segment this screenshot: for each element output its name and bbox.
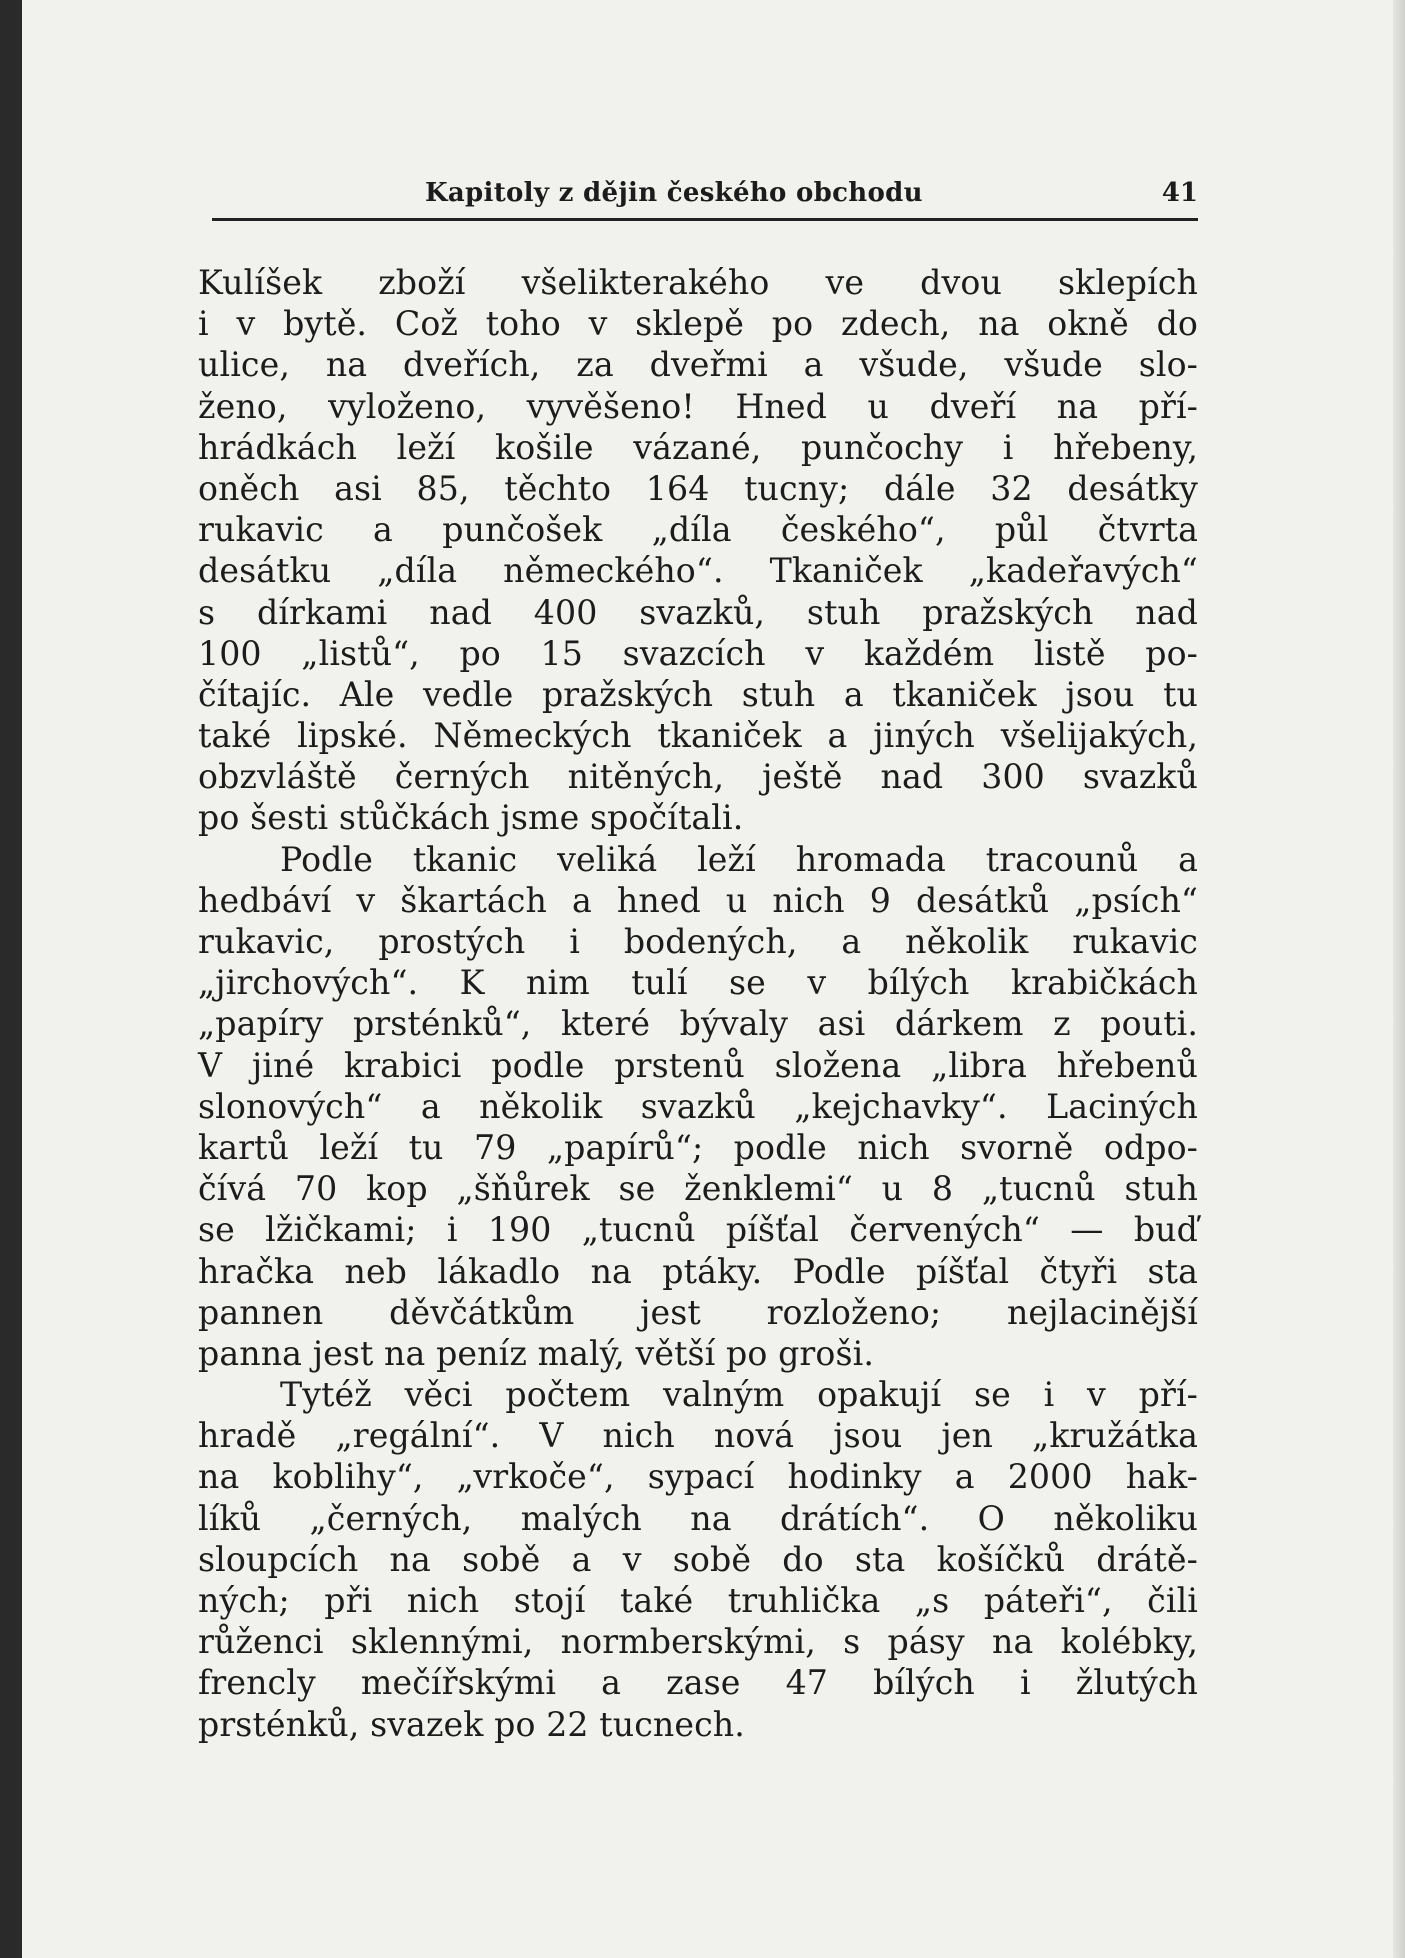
text-line: ulice, na dveřích, za dveřmi a všude, všude slo- bbox=[198, 345, 1198, 385]
text-line: panna jest na peníz malý, větší po groši. bbox=[198, 1333, 874, 1373]
running-header bbox=[212, 178, 1198, 218]
text-line: po šesti stůčkách jsme spočítali. bbox=[198, 798, 744, 838]
text-line: čítajíc. Ale vedle pražských stuh a tkaniček jsou tu bbox=[198, 674, 1198, 714]
body-text bbox=[198, 262, 1198, 1745]
paragraph bbox=[198, 839, 1198, 1374]
text-line: rukavic, prostých i bodených, a několik rukavic bbox=[198, 922, 1198, 961]
page-edge-right bbox=[1393, 0, 1405, 1958]
text-line: rukavic a punčošek „díla českého“, půl čtvrta bbox=[198, 510, 1198, 550]
text-line: desátku „díla německého“. Tkaniček „kadeřavých“ bbox=[198, 551, 1198, 591]
text-line: Kulíšek zboží všelikterakého ve dvou sklepích bbox=[198, 263, 1198, 302]
header-rule bbox=[212, 218, 1198, 221]
text-line: pannen děvčátkům jest rozloženo; nejlacinější bbox=[198, 1292, 1198, 1332]
text-line: čívá 70 kop „šňůrek se ženklemi“ u 8 „tucnů stuh bbox=[198, 1169, 1198, 1209]
text-line: také lipské. Německých tkaniček a jiných všelijakých, bbox=[198, 716, 1198, 756]
text-line: kartů leží tu 79 „papírů“; podle nich svorně odpo- bbox=[198, 1127, 1198, 1167]
text-line: hračka neb lákadlo na ptáky. Podle píšťal čtyři sta bbox=[198, 1251, 1198, 1291]
text-line: hradě „regální“. V nich nová jsou jen „kružátka bbox=[198, 1416, 1198, 1456]
text-line: hedbáví v škartách a hned u nich 9 desátků „psích“ bbox=[198, 880, 1198, 920]
text-line: hrádkách leží košile vázané, punčochy i hřebeny, bbox=[198, 427, 1198, 467]
text-line: V jiné krabici podle prstenů složena „libra hřebenů bbox=[198, 1045, 1198, 1085]
text-line: sloupcích na sobě a v sobě do sta košíčků drátě- bbox=[198, 1539, 1198, 1579]
text-line: Tytéž věci počtem valným opakují se i v pří- bbox=[280, 1375, 1198, 1415]
text-line: s dírkami nad 400 svazků, stuh pražských nad bbox=[198, 592, 1198, 632]
paragraph bbox=[198, 1374, 1198, 1745]
header-title: Kapitoly z dějin českého obchodu bbox=[425, 178, 923, 208]
text-line: ných; při nich stojí také truhlička „s páteři“, čili bbox=[198, 1581, 1198, 1620]
text-line: na koblihy“, „vrkoče“, sypací hodinky a 2000 hak- bbox=[198, 1457, 1198, 1497]
text-line: „papíry prsténků“, které bývaly asi dárkem z pouti. bbox=[198, 1004, 1198, 1044]
text-line: 100 „listů“, po 15 svazcích v každém listě po- bbox=[198, 633, 1198, 673]
text-line: ženo, vyloženo, vyvěšeno! Hned u dveří na pří- bbox=[198, 386, 1198, 426]
text-line: obzvláště černých nitěných, ještě nad 300 svazků bbox=[198, 757, 1198, 797]
text-line: líků „černých, malých na drátích“. O několiku bbox=[198, 1498, 1198, 1538]
text-line: se lžičkami; i 190 „tucnů píšťal červených“ — buď bbox=[198, 1210, 1198, 1250]
paragraph bbox=[198, 262, 1198, 839]
text-line: frencly mečířskými a zase 47 bílých i žlutých bbox=[198, 1663, 1198, 1703]
text-line: růženci sklennými, normberskými, s pásy na kolébky, bbox=[198, 1622, 1198, 1662]
text-line: i v bytě. Což toho v sklepě po zdech, na okně do bbox=[198, 304, 1198, 344]
text-line: oněch asi 85, těchto 164 tucny; dále 32 desátky bbox=[198, 468, 1198, 508]
page-number: 41 bbox=[1161, 178, 1198, 208]
text-line: prsténků, svazek po 22 tucnech. bbox=[198, 1704, 745, 1744]
text-line: slonových“ a několik svazků „kejchavky“. Laciných bbox=[198, 1086, 1198, 1126]
text-line: Podle tkanic veliká leží hromada tracounů a bbox=[280, 839, 1198, 879]
text-line: „jirchových“. K nim tulí se v bílých krabičkách bbox=[198, 963, 1198, 1003]
page-edge-left bbox=[0, 0, 22, 1958]
